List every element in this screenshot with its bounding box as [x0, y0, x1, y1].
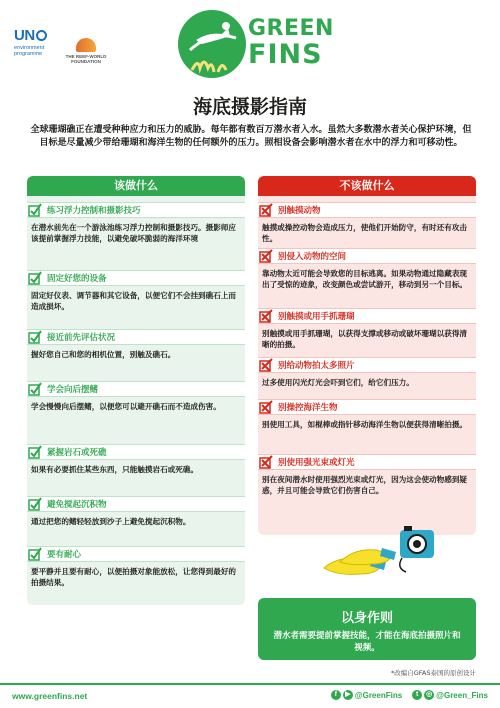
checkbox-cross-icon	[259, 400, 273, 414]
dont-item-text: 过多使用闪光灯光会吓到它们，给它们压力。	[262, 378, 414, 387]
checkbox-check-icon	[28, 547, 42, 561]
lead-by-example-box	[258, 598, 476, 660]
checkbox-cross-icon	[259, 203, 273, 217]
do-item-text: 要平静并且要有耐心，以便拍摄对象能放松，让您得到最好的拍摄结果。	[31, 567, 237, 587]
do-item-title: 练习浮力控制和摄影技巧	[47, 206, 141, 216]
social-handle-green-fins[interactable]: @Green_Fins	[436, 690, 488, 700]
dont-item-text: 别使用工具，如棍棒或指针移动海洋生物以便获得清晰拍摄。	[262, 420, 468, 429]
do-item	[27, 270, 245, 312]
checkbox-check-icon	[28, 330, 42, 344]
dont-item-title: 别触摸或用手抓珊瑚	[278, 312, 355, 322]
diver-emblem-icon	[178, 10, 246, 78]
facebook-icon[interactable]: f	[331, 690, 341, 700]
checkbox-cross-icon	[259, 358, 273, 372]
dont-item	[258, 357, 476, 388]
underwater-camera-icon	[400, 526, 434, 572]
intro-paragraph: 全球珊瑚礁正在遭受种种应力和压力的威胁。每年都有数百万潜水者入水。虽然大多数潜水者关心保护环境，但目标是尽量减少带给珊瑚和海洋生物的任何额外的压力。照相设备会影响潜水者在水中的浮力和可移动性。	[30, 125, 472, 148]
youtube-icon[interactable]: ▶	[343, 690, 353, 700]
dont-item-title: 别侵入动物的空间	[278, 252, 347, 262]
do-item-text: 固定好仪表、调节器和其它设备，以便它们不会挂到礁石上而造成损坏。	[31, 291, 237, 311]
do-heading: 该做什么	[27, 176, 245, 196]
do-item-title: 紧握岩石或死礁	[47, 448, 107, 458]
do-item	[27, 444, 245, 475]
header	[0, 0, 500, 90]
dont-item	[258, 308, 476, 350]
reef-world-logo	[60, 38, 112, 64]
dont-item-title: 别使用强光束或灯光	[278, 458, 355, 468]
twitter-icon[interactable]: t	[412, 690, 422, 700]
page-title: 海底摄影指南	[192, 96, 307, 118]
dont-item	[258, 454, 476, 496]
do-item-text: 通过把您的鳍轻轻放到沙子上避免搅起沉积物。	[31, 517, 191, 526]
unep-name: UN	[14, 27, 35, 44]
do-item	[27, 381, 245, 412]
do-item-title: 接近前先评估状况	[47, 333, 116, 343]
do-item-text: 如果有必要抓住某些东西，只能触摸岩石或死礁。	[31, 465, 199, 474]
do-item-title: 避免搅起沉积物	[47, 500, 107, 510]
green-fins-logo	[178, 10, 334, 80]
checkbox-cross-icon	[259, 249, 273, 263]
do-item-text: 在潜水前先在一个游泳池练习浮力控制和摄影技巧。摄影师应该提前掌握浮力技能，以避免破坏脆弱的海洋环境	[31, 223, 237, 243]
dont-item-text: 别触摸或用手抓珊瑚，以获得支撑或移动或破坏珊瑚以获得清晰的拍摄。	[262, 329, 468, 349]
social-links	[331, 690, 488, 700]
do-column	[27, 176, 245, 605]
dont-item	[258, 399, 476, 430]
dont-item-title: 别给动物拍太多照片	[278, 361, 355, 371]
do-item	[27, 202, 245, 244]
logo-word-fins: FINS	[248, 39, 323, 70]
checkbox-check-icon	[28, 445, 42, 459]
do-item	[27, 496, 245, 527]
dont-item-title: 别操控海洋生物	[278, 403, 338, 413]
reef-world-mark-icon	[76, 38, 96, 52]
checkbox-cross-icon	[259, 455, 273, 469]
social-handle-greenfins[interactable]: @GreenFins	[354, 690, 403, 700]
dont-item-text: 别在夜间潜水时使用强烈光束或灯光，因为这会使动物感到疑惑，并且可能会导致它们伤害自己。	[262, 475, 468, 495]
instagram-icon[interactable]: ◎	[426, 691, 433, 698]
do-item	[27, 329, 245, 360]
checkbox-check-icon	[28, 271, 42, 285]
checkbox-check-icon	[28, 382, 42, 396]
checkbox-cross-icon	[259, 309, 273, 323]
do-item	[27, 546, 245, 588]
footer	[0, 683, 500, 708]
website-link[interactable]: www.greenfins.net	[12, 691, 88, 701]
adapted-note: *改编自GFAS泰国的原创设计	[390, 669, 476, 677]
reef-world-name: THE REEF-WORLD FOUNDATION	[65, 54, 107, 64]
dont-item-title: 别触摸动物	[278, 206, 321, 216]
dont-item-text: 靠动物太近可能会导致您的目标逃离。如果动物通过隐藏表现出了受惊的迹象，改变颜色或尝试游开，移动到另一个目标。	[262, 269, 468, 289]
dont-heading: 不该做什么	[258, 176, 476, 196]
slogan-heading: 以身作则	[340, 611, 393, 626]
checkbox-check-icon	[28, 203, 42, 217]
do-item-text: 握好您自己和您的相机位置，别触及礁石。	[31, 350, 176, 359]
do-item-title: 学会向后摆鳍	[47, 385, 99, 395]
do-item-title: 固定好您的设备	[47, 274, 107, 284]
unep-logo	[14, 28, 66, 57]
slogan-text: 潜水者需要提前掌握技能，才能在海底拍摄照片和视频。	[273, 631, 461, 653]
do-item-title: 要有耐心	[47, 550, 82, 560]
logo-word-green: GREEN	[248, 16, 334, 41]
fins-camera-illustration	[320, 520, 440, 580]
unep-subtitle: environment programme	[14, 45, 45, 57]
checkbox-check-icon	[28, 497, 42, 511]
dive-fins-icon	[324, 548, 396, 574]
dont-item-text: 触摸或操控动物会造成压力，使他们开始防守，有时还有攻击性。	[262, 223, 468, 243]
do-item-text: 学会慢慢向后摆鳍，以便您可以避开礁石而不造成伤害。	[31, 402, 221, 411]
dont-column	[258, 176, 476, 535]
dont-item	[258, 202, 476, 244]
dont-item	[258, 248, 476, 290]
